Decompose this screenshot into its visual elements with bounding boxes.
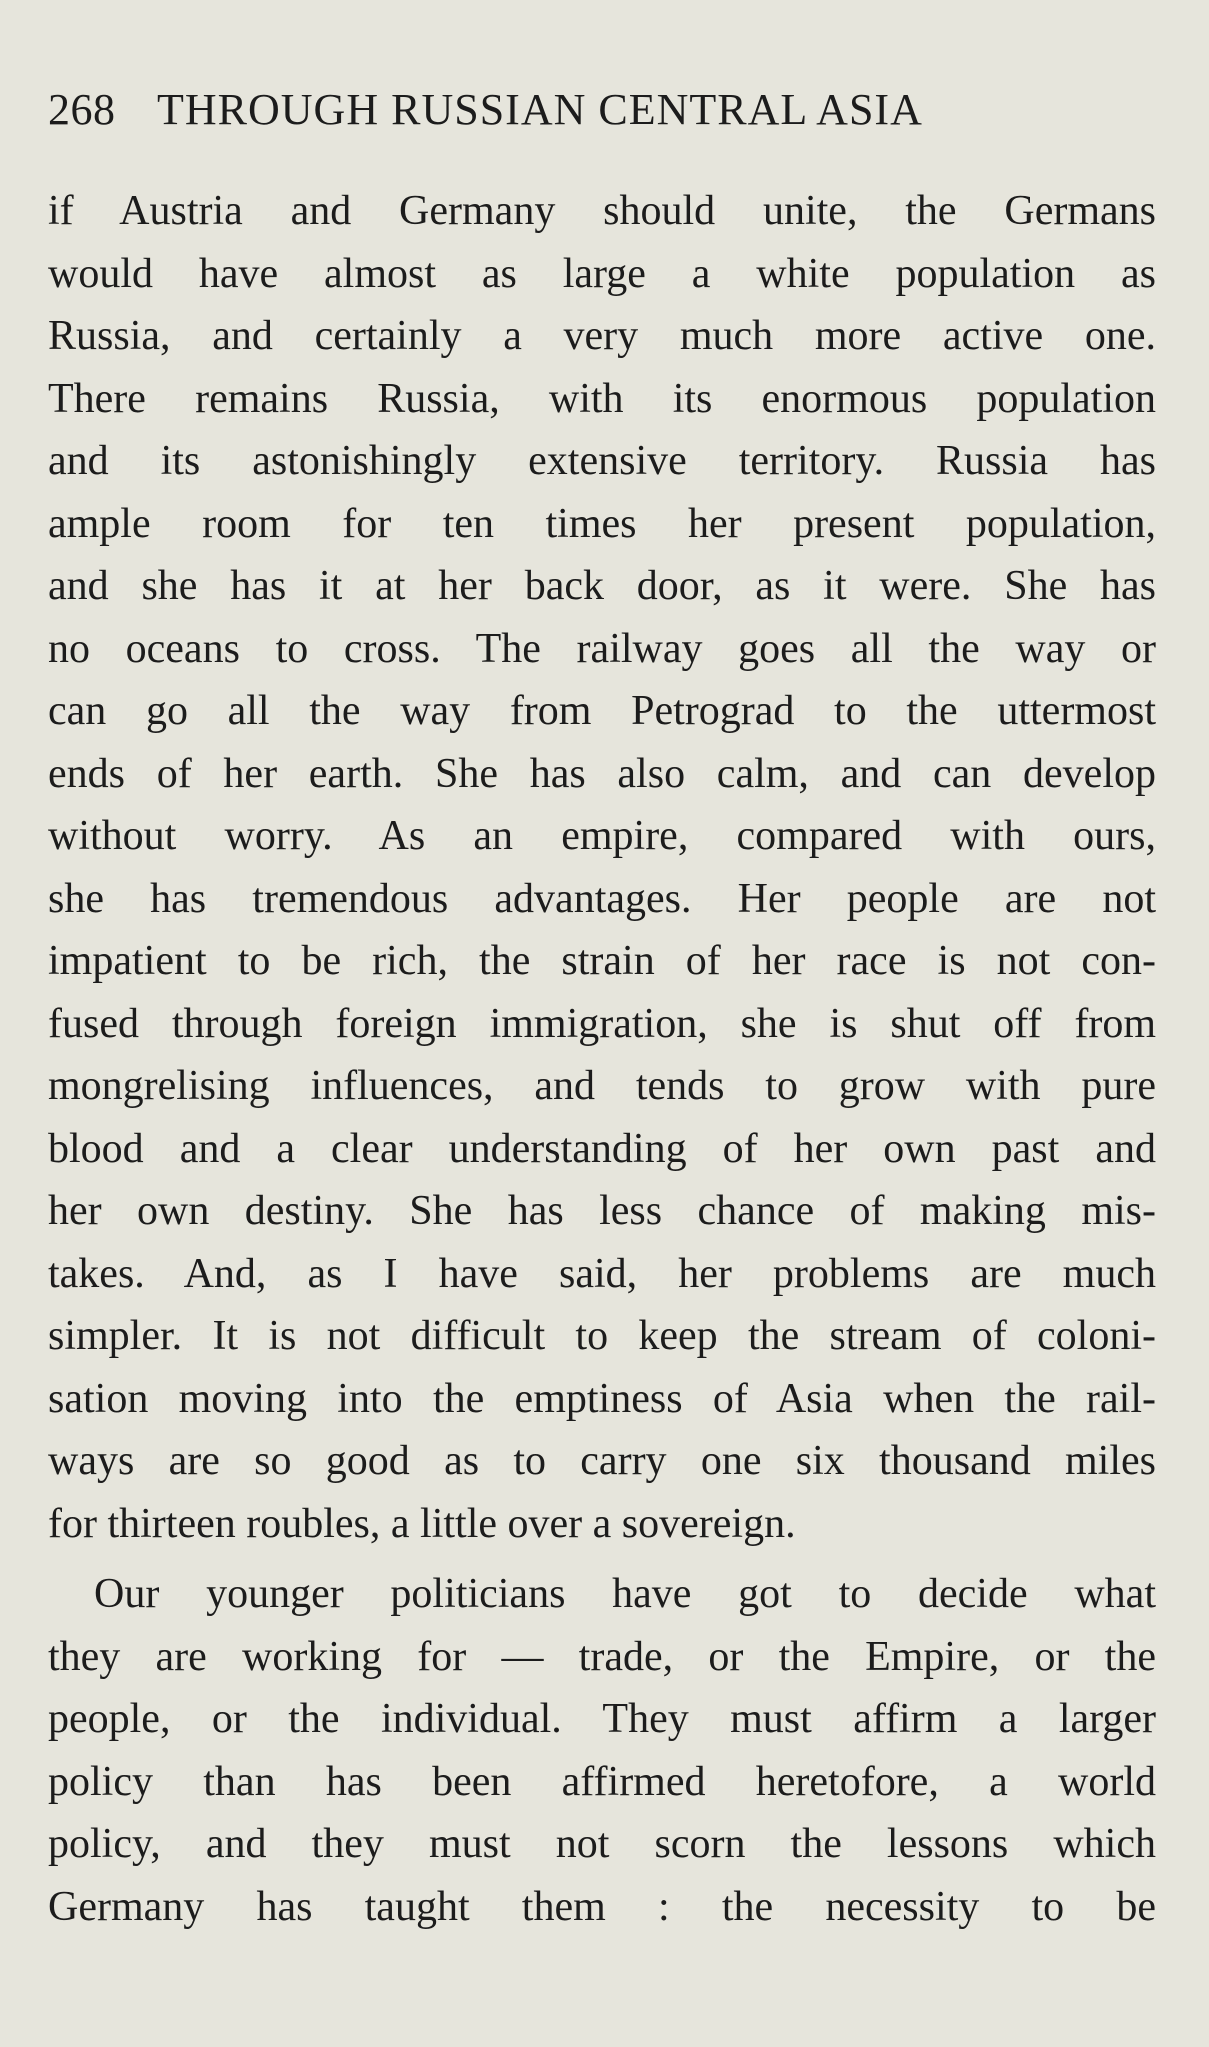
- text-line: simpler. It is not difficult to keep the stream of coloni-: [48, 1313, 1156, 1359]
- text-line: people, or the individual. They must affirm a larger: [48, 1696, 1156, 1742]
- text-line: no oceans to cross. The railway goes all the way or: [48, 625, 1156, 672]
- text-line: sation moving into the emptiness of Asia when the rail-: [48, 1375, 1156, 1422]
- text-line: Germany has taught them : the necessity to be: [48, 1883, 1156, 1930]
- text-line: takes. And, as I have said, her problems are much: [48, 1250, 1156, 1297]
- text-line: mongrelising influences, and tends to grow with pure: [48, 1063, 1156, 1109]
- text-line: ways are so good as to carry one six thousand miles: [48, 1438, 1156, 1484]
- text-line: without worry. As an empire, compared with ours,: [48, 813, 1156, 859]
- text-line: impatient to be rich, the strain of her race is not con-: [48, 938, 1156, 984]
- text-line: and its astonishingly extensive territory. Russia has: [48, 438, 1156, 484]
- text-line: Our younger politicians have got to decide what: [94, 1571, 1156, 1617]
- text-line: There remains Russia, with its enormous population: [48, 375, 1156, 422]
- paragraph: [48, 180, 1156, 1555]
- text-line: blood and a clear understanding of her own past and: [48, 1125, 1156, 1172]
- text-line: fused through foreign immigration, she is shut off from: [48, 1000, 1156, 1047]
- page-number: 268: [48, 85, 116, 134]
- running-title: THROUGH RUSSIAN CENTRAL ASIA: [157, 85, 923, 134]
- text-line: Russia, and certainly a very much more active one.: [48, 313, 1156, 359]
- text-line: if Austria and Germany should unite, the Germans: [48, 188, 1156, 234]
- body-text: [48, 180, 1156, 1938]
- paragraph-gap: [48, 1555, 1156, 1563]
- text-line: they are working for — trade, or the Empire, or the: [48, 1633, 1156, 1680]
- text-line: can go all the way from Petrograd to the uttermost: [48, 688, 1156, 734]
- text-line: policy than has been affirmed heretofore, a world: [48, 1758, 1156, 1805]
- running-header: [48, 80, 1156, 140]
- text-line: ends of her earth. She has also calm, and can develop: [48, 750, 1156, 797]
- text-line: for thirteen roubles, a little over a sovereign.: [48, 1500, 796, 1547]
- paragraph: [48, 1563, 1156, 1938]
- text-line: policy, and they must not scorn the lessons which: [48, 1821, 1156, 1867]
- text-line: ample room for ten times her present population,: [48, 500, 1156, 547]
- text-line: would have almost as large a white population as: [48, 250, 1156, 297]
- text-line: her own destiny. She has less chance of making mis-: [48, 1188, 1156, 1234]
- text-line: she has tremendous advantages. Her people are not: [48, 875, 1156, 922]
- text-line: and she has it at her back door, as it were. She has: [48, 563, 1156, 609]
